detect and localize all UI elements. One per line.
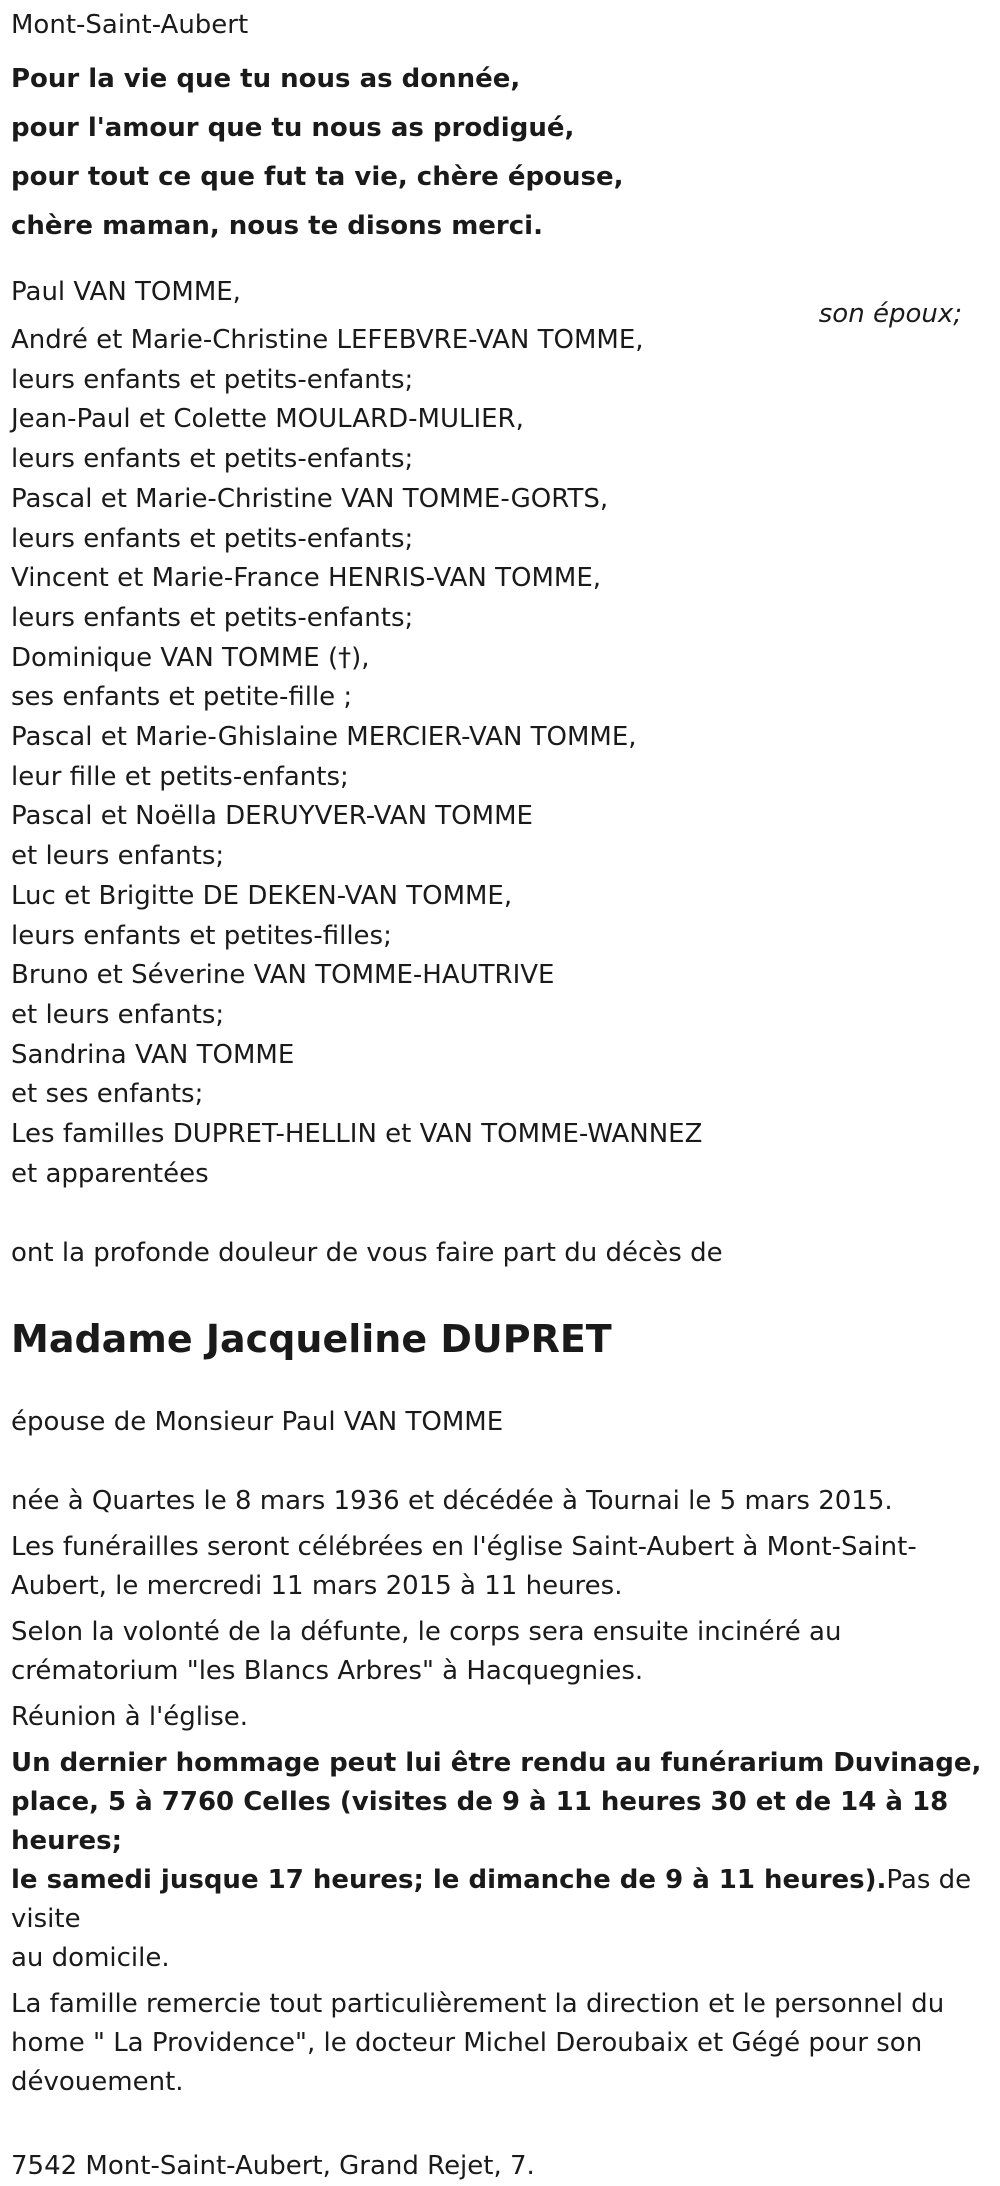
- poem-line: Pour la vie que tu nous as donnée,: [11, 64, 521, 94]
- homage-line: place, 5 à 7760 Celles (visites de 9 à 11 heures 30 et de 14 à 18 heures;: [11, 1787, 949, 1857]
- family-line: Pascal et Marie-Christine VAN TOMME-GORTS,: [11, 483, 609, 514]
- family-line: et leurs enfants;: [11, 841, 225, 872]
- homage-line: Un dernier hommage peut lui être rendu au funérarium Duvinage,: [11, 1748, 982, 1779]
- poem-line: pour tout ce que fut ta vie, chère épouse,: [11, 162, 624, 192]
- poem-line: chère maman, nous te disons merci.: [11, 211, 543, 241]
- family-line: leur fille et petits-enfants;: [11, 761, 349, 792]
- homage-paragraph: [11, 1744, 990, 1978]
- deceased-spouse-line: épouse de Monsieur Paul VAN TOMME: [11, 1407, 504, 1438]
- spacer: [11, 2109, 990, 2147]
- thanks-line: dévouement.: [11, 2067, 184, 2098]
- spacer: [11, 1194, 990, 1234]
- funeral-line: Les funérailles seront célébrées en l'église Saint-Aubert à Mont-Saint-: [11, 1532, 917, 1563]
- homage-line-bold-part: le samedi jusque 17 heures; le dimanche de 9 à 11 heures).: [11, 1865, 887, 1896]
- family-line: Les familles DUPRET-HELLIN et VAN TOMME-WANNEZ: [11, 1119, 703, 1150]
- reunion-paragraph: Réunion à l'église.: [11, 1702, 249, 1733]
- spacer: [11, 1442, 990, 1482]
- family-line: Dominique VAN TOMME (†),: [11, 642, 370, 673]
- poem-block: [11, 55, 990, 251]
- cremation-line: crématorium "les Blancs Arbres" à Hacquegnies.: [11, 1656, 644, 1687]
- family-line: Pascal et Noëlla DERUYVER-VAN TOMME: [11, 801, 533, 832]
- thanks-line: home " La Providence", le docteur Michel Deroubaix et Gégé pour son: [11, 2028, 923, 2059]
- family-line: Pascal et Marie-Ghislaine MERCIER-VAN TOMME,: [11, 722, 637, 753]
- family-line: Jean-Paul et Colette MOULARD-MULIER,: [11, 404, 524, 435]
- address-line: 7542 Mont-Saint-Aubert, Grand Rejet, 7.: [11, 2151, 535, 2182]
- family-line: leurs enfants et petits-enfants;: [11, 523, 414, 554]
- family-line: et ses enfants;: [11, 1079, 204, 1110]
- homage-line: au domicile.: [11, 1943, 170, 1974]
- family-line: et apparentées: [11, 1158, 209, 1189]
- homage-line-mixed: [11, 1861, 990, 1939]
- deceased-name: Madame Jacqueline DUPRET: [11, 1317, 612, 1362]
- thanks-line: La famille remercie tout particulièrement la direction et le personnel du: [11, 1989, 945, 2020]
- family-line: ses enfants et petite-fille ;: [11, 682, 353, 713]
- family-line: Vincent et Marie-France HENRIS-VAN TOMME,: [11, 563, 602, 594]
- family-line: leurs enfants et petites-filles;: [11, 920, 392, 951]
- family-line: leurs enfants et petits-enfants;: [11, 602, 414, 633]
- family-line: André et Marie-Christine LEFEBVRE-VAN TOMME,: [11, 325, 644, 355]
- spouse-role: son époux;: [818, 299, 962, 329]
- funeral-line: Aubert, le mercredi 11 mars 2015 à 11 heures.: [11, 1571, 623, 1602]
- thanks-paragraph: [11, 1985, 990, 2102]
- cremation-line: Selon la volonté de la défunte, le corps sera ensuite incinéré au: [11, 1617, 842, 1648]
- family-line: Luc et Brigitte DE DEKEN-VAN TOMME,: [11, 880, 513, 911]
- homage-line-normal-part: Pas de visite: [11, 1865, 972, 1935]
- family-line: et leurs enfants;: [11, 999, 225, 1030]
- family-line: leurs enfants et petits-enfants;: [11, 364, 414, 395]
- family-line: Bruno et Séverine VAN TOMME-HAUTRIVE: [11, 960, 555, 991]
- cremation-paragraph: [11, 1613, 990, 1691]
- poem-line: pour l'amour que tu nous as prodigué,: [11, 113, 575, 143]
- spouse-name: Paul VAN TOMME,: [11, 277, 241, 307]
- announcement-text: ont la profonde douleur de vous faire part du décès de: [11, 1238, 723, 1269]
- family-list: [11, 321, 990, 1194]
- family-line: Sandrina VAN TOMME: [11, 1039, 295, 1070]
- place-heading: Mont-Saint-Aubert: [11, 10, 249, 40]
- birth-death-paragraph: née à Quartes le 8 mars 1936 et décédée à Tournai le 5 mars 2015.: [11, 1486, 893, 1517]
- family-line: leurs enfants et petits-enfants;: [11, 444, 414, 475]
- spouse-row: [11, 273, 990, 329]
- funeral-paragraph: [11, 1528, 990, 1606]
